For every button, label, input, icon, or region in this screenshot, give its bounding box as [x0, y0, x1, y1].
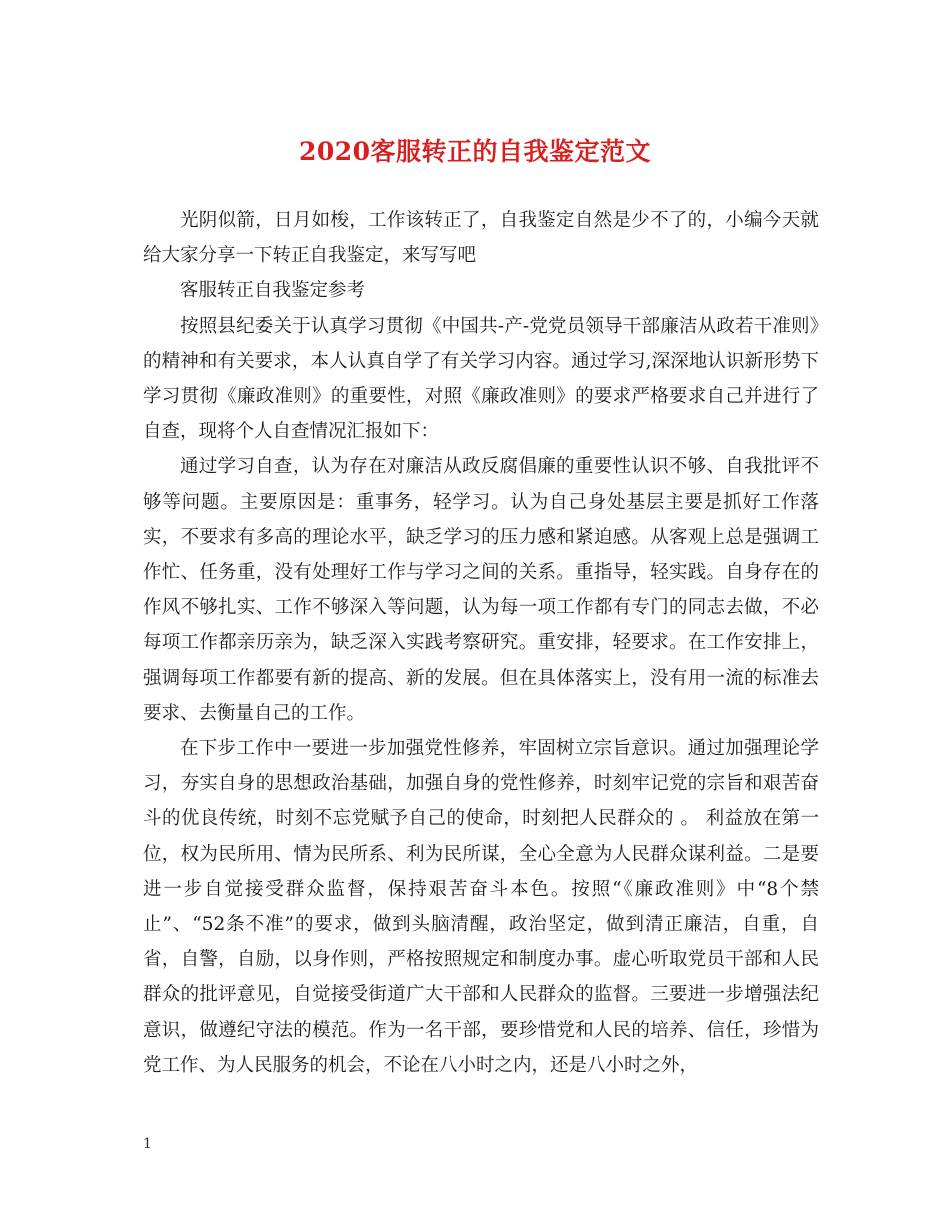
paragraph-self-check: 通过学习自查，认为存在对廉洁从政反腐倡廉的重要性认识不够、自我批评不够等问题。主要原因是：重事务，轻学习。认为自己身处基层主要是抓好工作落实，不要求有多高的理论水平，缺乏学习的压力感和紧迫感。从客观上总是强调工作忙、任务重，没有处理好工作与学习之间的关系。重指导，轻实践。自身存在的作风不够扎实、工作不够深入等问题，认为每一项工作都有专门的同志去做，不必每项工作都亲历亲为，缺乏深入实践考察研究。重安排，轻要求。在工作安排上，强调每项工作都要有新的提高、新的发展。但在具体落实上，没有用一流的标准去要求、去衡量自己的工作。	[143, 456, 819, 724]
document-body	[143, 203, 819, 1083]
page-number: 1	[143, 1136, 152, 1152]
paragraph-study: 按照县纪委关于认真学习贯彻《中国共-产-党党员领导干部廉洁从政若干准则》的精神和有关要求，本人认真自学了有关学习内容。通过学习,深深地认识新形势下学习贯彻《廉政准则》的重要性，对照《廉政准则》的要求严格要求自己并进行了自查，现将个人自查情况汇报如下：	[143, 315, 819, 443]
paragraph-subheading: 客服转正自我鉴定参考	[180, 280, 366, 302]
paragraph-intro: 光阴似箭，日月如梭，工作该转正了，自我鉴定自然是少不了的，小编今天就给大家分享一下转正自我鉴定，来写写吧	[143, 210, 819, 267]
document-title: 2020客服转正的自我鉴定范文	[298, 137, 652, 166]
paragraph-next-steps: 在下步工作中一要进一步加强党性修养，牢固树立宗旨意识。通过加强理论学习，夯实自身的思想政治基础，加强自身的党性修养，时刻牢记党的宗旨和艰苦奋斗的优良传统，时刻不忘党赋予自己的使命，时刻把人民群众的 。 利益放在第一位，权为民所用、情为民所系、利为民所谋，全心全意为人民群众谋利益。二是要进一步自觉接受群众监督，保持艰苦奋斗本色。按照“《廉政准则》中“8个禁止”、“52条不准”的要求，做到头脑清醒，政治坚定，做到清正廉洁，自重，自省，自警，自励，以身作则，严格按照规定和制度办事。虚心听取党员干部和人民群众的批评意见，自觉接受街道广大干部和人民群众的监督。三要进一步增强法纪意识，做遵纪守法的模范。作为一名干部，要珍惜党和人民的培养、信任，珍惜为党工作、为人民服务的机会，不论在八小时之内，还是八小时之外，	[143, 738, 819, 1076]
